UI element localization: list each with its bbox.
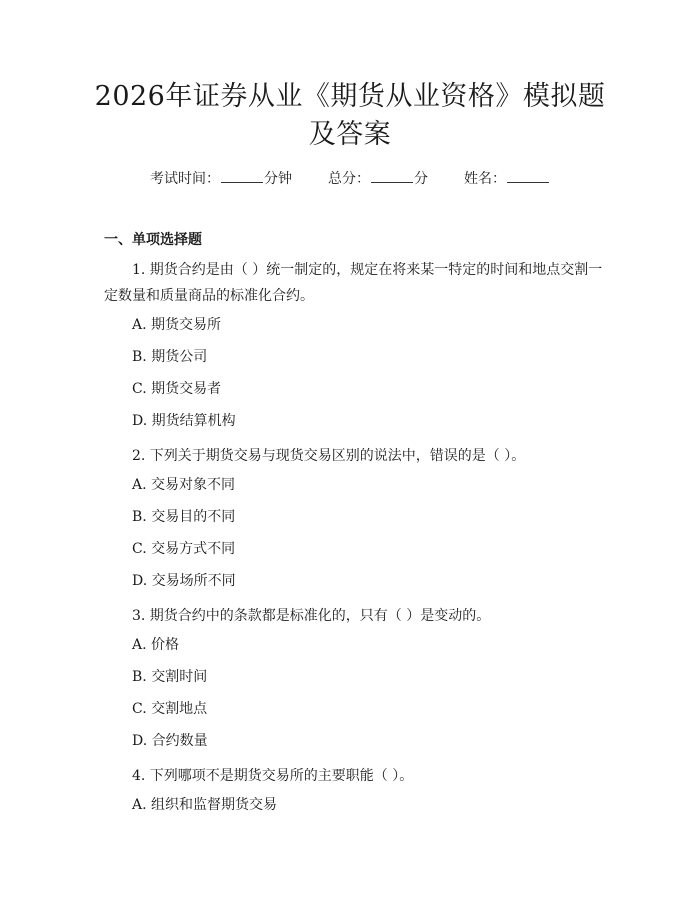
total-score-blank [371,168,413,183]
question-option: C. 期货交易者 [132,381,222,397]
question-stem: 2. 下列关于期货交易与现货交易区别的说法中，错误的是（ ）。 [132,448,526,464]
question-option: B. 交割时间 [132,669,208,685]
question-2 [104,443,604,591]
question-stem: 3. 期货合约中的条款都是标准化的，只有（ ）是变动的。 [132,608,491,624]
document-title: 2026年证券从业《期货从业资格》模拟题及答案 [94,81,606,150]
question-option: A. 交易对象不同 [132,477,236,493]
exam-info [0,168,700,189]
total-score-label: 总分： [328,171,370,187]
question-option: A. 组织和监督期货交易 [132,797,278,813]
question-stem: 1. 期货合约是由（ ）统一制定的，规定在将来某一特定的时间和地点交割一定数量和质量商品的标准化合约。 [104,262,603,304]
question-option: B. 期货公司 [132,349,208,365]
name-label: 姓名： [464,171,506,187]
name-blank [507,168,549,183]
question-option: D. 合约数量 [132,733,208,749]
question-option: B. 交易目的不同 [132,509,236,525]
question-4 [104,763,604,815]
exam-time-label: 考试时间： [150,171,220,187]
question-option: D. 交易场所不同 [132,573,236,589]
question-option: C. 交割地点 [132,701,208,717]
section-heading: 一、单项选择题 [104,232,202,248]
question-option: A. 价格 [132,637,180,653]
question-option: D. 期货结算机构 [132,413,236,429]
total-score-field [328,168,428,189]
question-option: C. 交易方式不同 [132,541,236,557]
question-option: A. 期货交易所 [132,317,222,333]
exam-time-field [150,168,292,189]
exam-time-blank [221,168,263,183]
question-list [104,257,604,827]
name-field [464,168,550,189]
question-stem: 4. 下列哪项不是期货交易所的主要职能（ ）。 [132,768,414,784]
question-1 [104,257,604,431]
exam-time-unit: 分钟 [264,171,292,187]
total-score-unit: 分 [414,171,428,187]
question-3 [104,603,604,751]
